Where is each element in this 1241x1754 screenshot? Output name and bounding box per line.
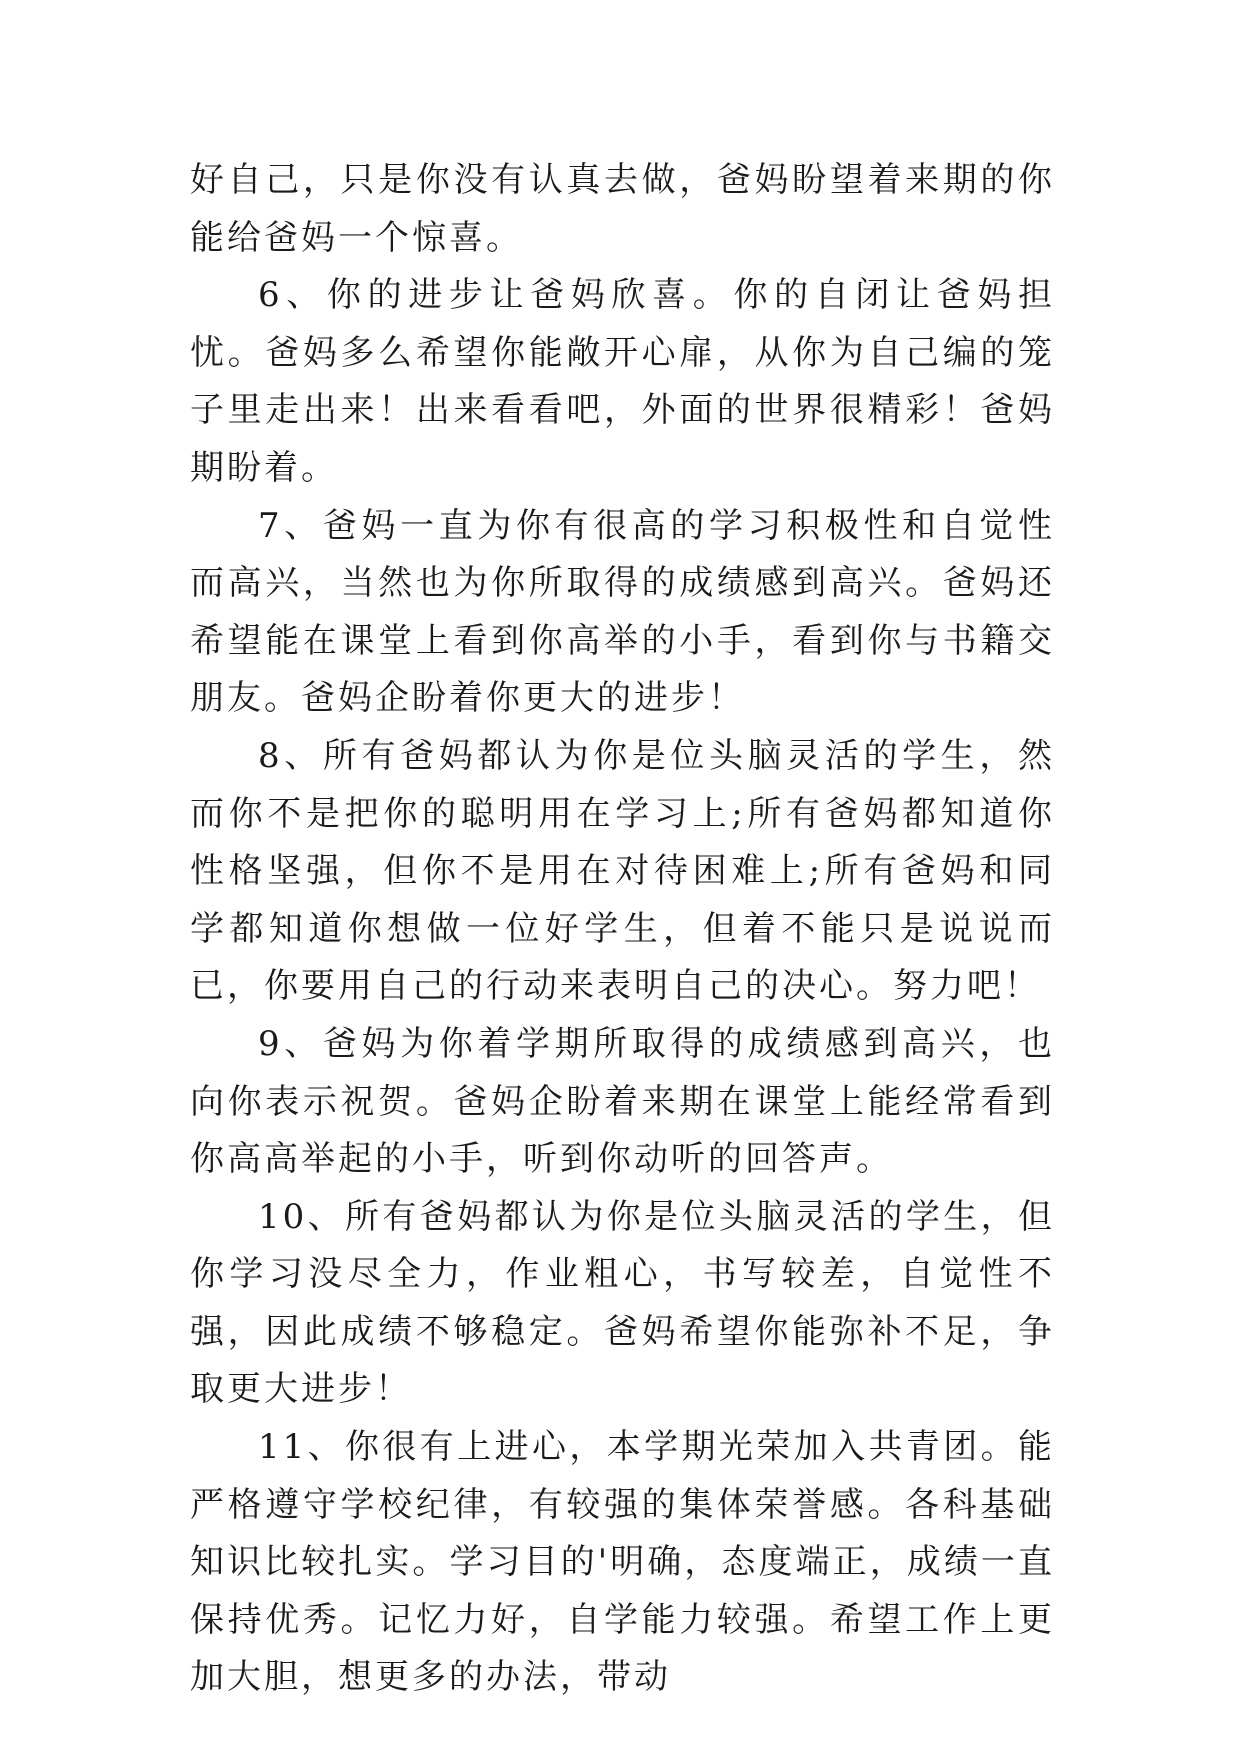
document-body	[190, 152, 1055, 1707]
paragraph-7: 7、爸妈一直为你有很高的学习积极性和自觉性而高兴，当然也为你所取得的成绩感到高兴。爸妈还希望能在课堂上看到你高举的小手，看到你与书籍交朋友。爸妈企盼着你更大的进步！	[190, 505, 1055, 719]
paragraph-continued: 好自己，只是你没有认真去做，爸妈盼望着来期的你能给爸妈一个惊喜。	[190, 160, 1055, 258]
paragraph-11: 11、你很有上进心，本学期光荣加入共青团。能严格遵守学校纪律，有较强的集体荣誉感。各科基础知识比较扎实。学习目的'明确，态度端正，成绩一直保持优秀。记忆力好，自学能力较强。希望工作上更加大胆，想更多的办法，带动	[190, 1427, 1055, 1698]
paragraph-8: 8、所有爸妈都认为你是位头脑灵活的学生，然而你不是把你的聪明用在学习上;所有爸妈都知道你性格坚强，但你不是用在对待困难上;所有爸妈和同学都知道你想做一位好学生，但着不能只是说说而已，你要用自己的行动来表明自己的决心。努力吧！	[190, 735, 1055, 1007]
paragraph-9: 9、爸妈为你着学期所取得的成绩感到高兴，也向你表示祝贺。爸妈企盼着来期在课堂上能经常看到你高高举起的小手，听到你动听的回答声。	[190, 1023, 1055, 1180]
paragraph-10: 10、所有爸妈都认为你是位头脑灵活的学生，但你学习没尽全力，作业粗心，书写较差，自觉性不强，因此成绩不够稳定。爸妈希望你能弥补不足，争取更大进步！	[190, 1196, 1055, 1410]
paragraph-6: 6、你的进步让爸妈欣喜。你的自闭让爸妈担忧。爸妈多么希望你能敞开心扉，从你为自己编的笼子里走出来！出来看看吧，外面的世界很精彩！爸妈期盼着。	[190, 275, 1055, 488]
